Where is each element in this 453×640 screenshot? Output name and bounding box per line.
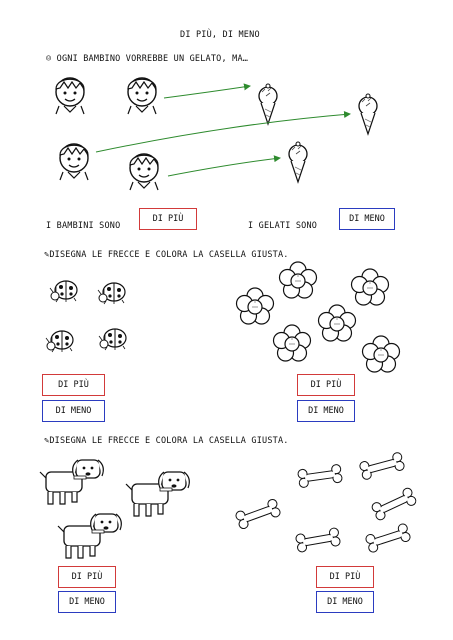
dog-less-box[interactable]: DI MENO xyxy=(58,591,116,613)
page-title: DI PIÙ, DI MENO xyxy=(180,30,260,40)
dog-1 xyxy=(40,460,103,504)
bone-2 xyxy=(359,452,405,481)
pencil-icon: ✎ xyxy=(44,436,50,446)
bone-1 xyxy=(297,464,342,488)
bone-more-box[interactable]: DI PIÙ xyxy=(316,566,374,588)
icecream-answer-box[interactable]: DI MENO xyxy=(339,208,395,230)
dog-more-box[interactable]: DI PIÙ xyxy=(58,566,116,588)
children-label: I BAMBINI SONO xyxy=(46,221,121,231)
ladybug-less-box[interactable]: DI MENO xyxy=(42,400,105,422)
dog-2 xyxy=(126,472,189,516)
bone-5 xyxy=(295,527,340,552)
ladybug-more-box[interactable]: DI PIÙ xyxy=(42,374,105,396)
intro-text: OGNI BAMBINO VORREBBE UN GELATO, MA… xyxy=(56,54,249,64)
dog-3 xyxy=(58,514,121,558)
bone-3 xyxy=(235,498,282,530)
instruction-3-text: DISEGNA LE FRECCE E COLORA LA CASELLA GIUSTA. xyxy=(49,436,289,446)
instruction-2-text: DISEGNA LE FRECCE E COLORA LA CASELLA GIUSTA. xyxy=(49,250,289,260)
children-answer-box[interactable]: DI PIÙ xyxy=(139,208,197,230)
bone-6 xyxy=(365,523,411,553)
bone-less-box[interactable]: DI MENO xyxy=(316,591,374,613)
bone-4 xyxy=(371,487,418,521)
pencil-icon: ✎ xyxy=(44,250,50,260)
smiley-icon: ☺ xyxy=(46,54,52,64)
icecream-label: I GELATI SONO xyxy=(248,221,318,231)
flower-less-box[interactable]: DI MENO xyxy=(297,400,355,422)
flower-more-box[interactable]: DI PIÙ xyxy=(297,374,355,396)
